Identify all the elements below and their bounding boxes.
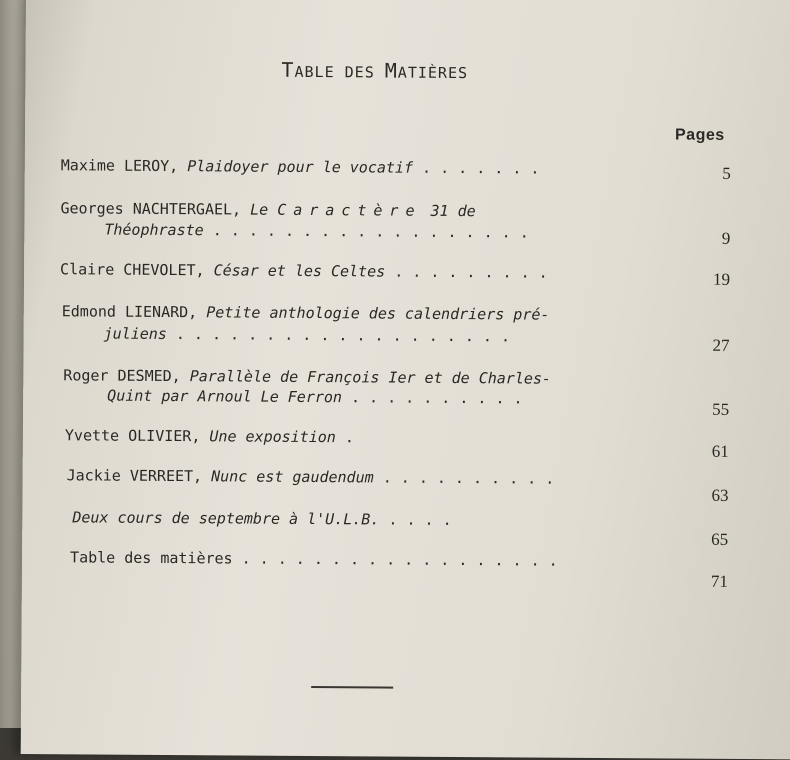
toc-leader-dots: . . . . . . . . . . . . . . . . . .: [203, 221, 529, 242]
toc-entry: [25, 154, 790, 183]
toc-entry: [24, 258, 790, 289]
toc-author: Claire CHEVOLET,: [60, 260, 205, 280]
toc-work-title: Plaidoyer pour le vocatif: [187, 157, 414, 177]
toc-author: Jackie VERREET,: [66, 466, 203, 486]
toc-entry-line: [104, 323, 511, 348]
toc-entry-line: [67, 464, 555, 489]
toc-entry-line: [65, 424, 354, 448]
toc-work-title: Une exposition: [209, 427, 336, 447]
toc-leader-dots: . . . . . . .: [412, 158, 540, 178]
toc-work-title: Petite anthologie des calendriers pré-: [206, 303, 550, 324]
toc-page-number: 5: [722, 163, 731, 183]
toc-leader-dots: . . . .: [379, 510, 452, 529]
title-initial: T: [281, 57, 295, 82]
toc-entry-line: [61, 154, 540, 179]
toc-entry: [23, 424, 790, 461]
toc-entry: [24, 300, 790, 355]
toc-leader-dots: . . . . . . . . .: [385, 262, 548, 282]
toc-leader-dots: . . . . . . . . . .: [341, 388, 523, 408]
toc-author: Maxime LEROY,: [60, 156, 179, 176]
toc-author: Yvette OLIVIER,: [64, 426, 201, 446]
toc-page-number: 61: [711, 441, 729, 461]
toc-work-title-end: 31 de: [421, 201, 476, 221]
toc-entry: [23, 364, 790, 419]
toc-page-number: 65: [711, 529, 729, 549]
toc-entry: [25, 197, 790, 248]
bottom-rule: [311, 686, 393, 689]
toc-author: Edmond LIENARD,: [61, 302, 198, 322]
toc-entry: [23, 464, 790, 505]
pages-column-header: Pages: [674, 126, 725, 144]
page-title: [281, 58, 468, 83]
toc-leader-dots: . . . . . . . . . . . . . . . . . . .: [166, 324, 511, 346]
toc-work-title: Deux cours de septembre à l'U.L.B.: [72, 508, 380, 529]
toc-work-title: Nunc est gaudendum: [211, 467, 374, 487]
toc-author: Table des matières: [70, 548, 233, 568]
toc-page-number: 19: [712, 269, 731, 289]
toc-page-number: 71: [710, 571, 728, 591]
toc-work-title: Quint par Arnoul Le Ferron: [107, 386, 343, 407]
toc-entry: [22, 546, 790, 591]
toc-work-title: Théophraste: [104, 220, 204, 240]
title-part-2: ATIÈRES: [397, 63, 469, 83]
toc-work-title-spaced: Caractère: [277, 200, 422, 220]
toc-work-title: juliens: [103, 324, 167, 343]
toc-leader-dots: . . . . . . . . . . . . . . . . . .: [232, 549, 558, 570]
toc-author: Roger DESMED,: [63, 366, 181, 386]
toc-author: Georges NACHTERGAEL,: [60, 199, 242, 219]
document-page: [21, 0, 790, 759]
toc-work-title: Le: [250, 200, 278, 219]
title-initial-2: M: [384, 58, 398, 83]
toc-leader-dots: . . . . . . . . . .: [373, 468, 555, 488]
toc-entry-line: [72, 506, 451, 531]
toc-page-number: 9: [721, 228, 731, 248]
toc-page-number: 55: [712, 399, 730, 419]
toc-work-title: Parallèle de François Ier et de Charles-: [189, 367, 552, 388]
toc-entry-line: [60, 258, 548, 283]
toc-page-number: 63: [711, 485, 729, 505]
title-part-1: ABLE DES: [294, 62, 385, 82]
toc-entry: [22, 506, 790, 549]
toc-page-number: 27: [712, 335, 730, 355]
toc-entry-line: [104, 219, 529, 244]
toc-entry-line: [107, 385, 523, 410]
toc-entry-line: [70, 546, 558, 571]
toc-leader-dots: .: [335, 428, 354, 447]
toc-work-title: César et les Celtes: [213, 261, 386, 281]
